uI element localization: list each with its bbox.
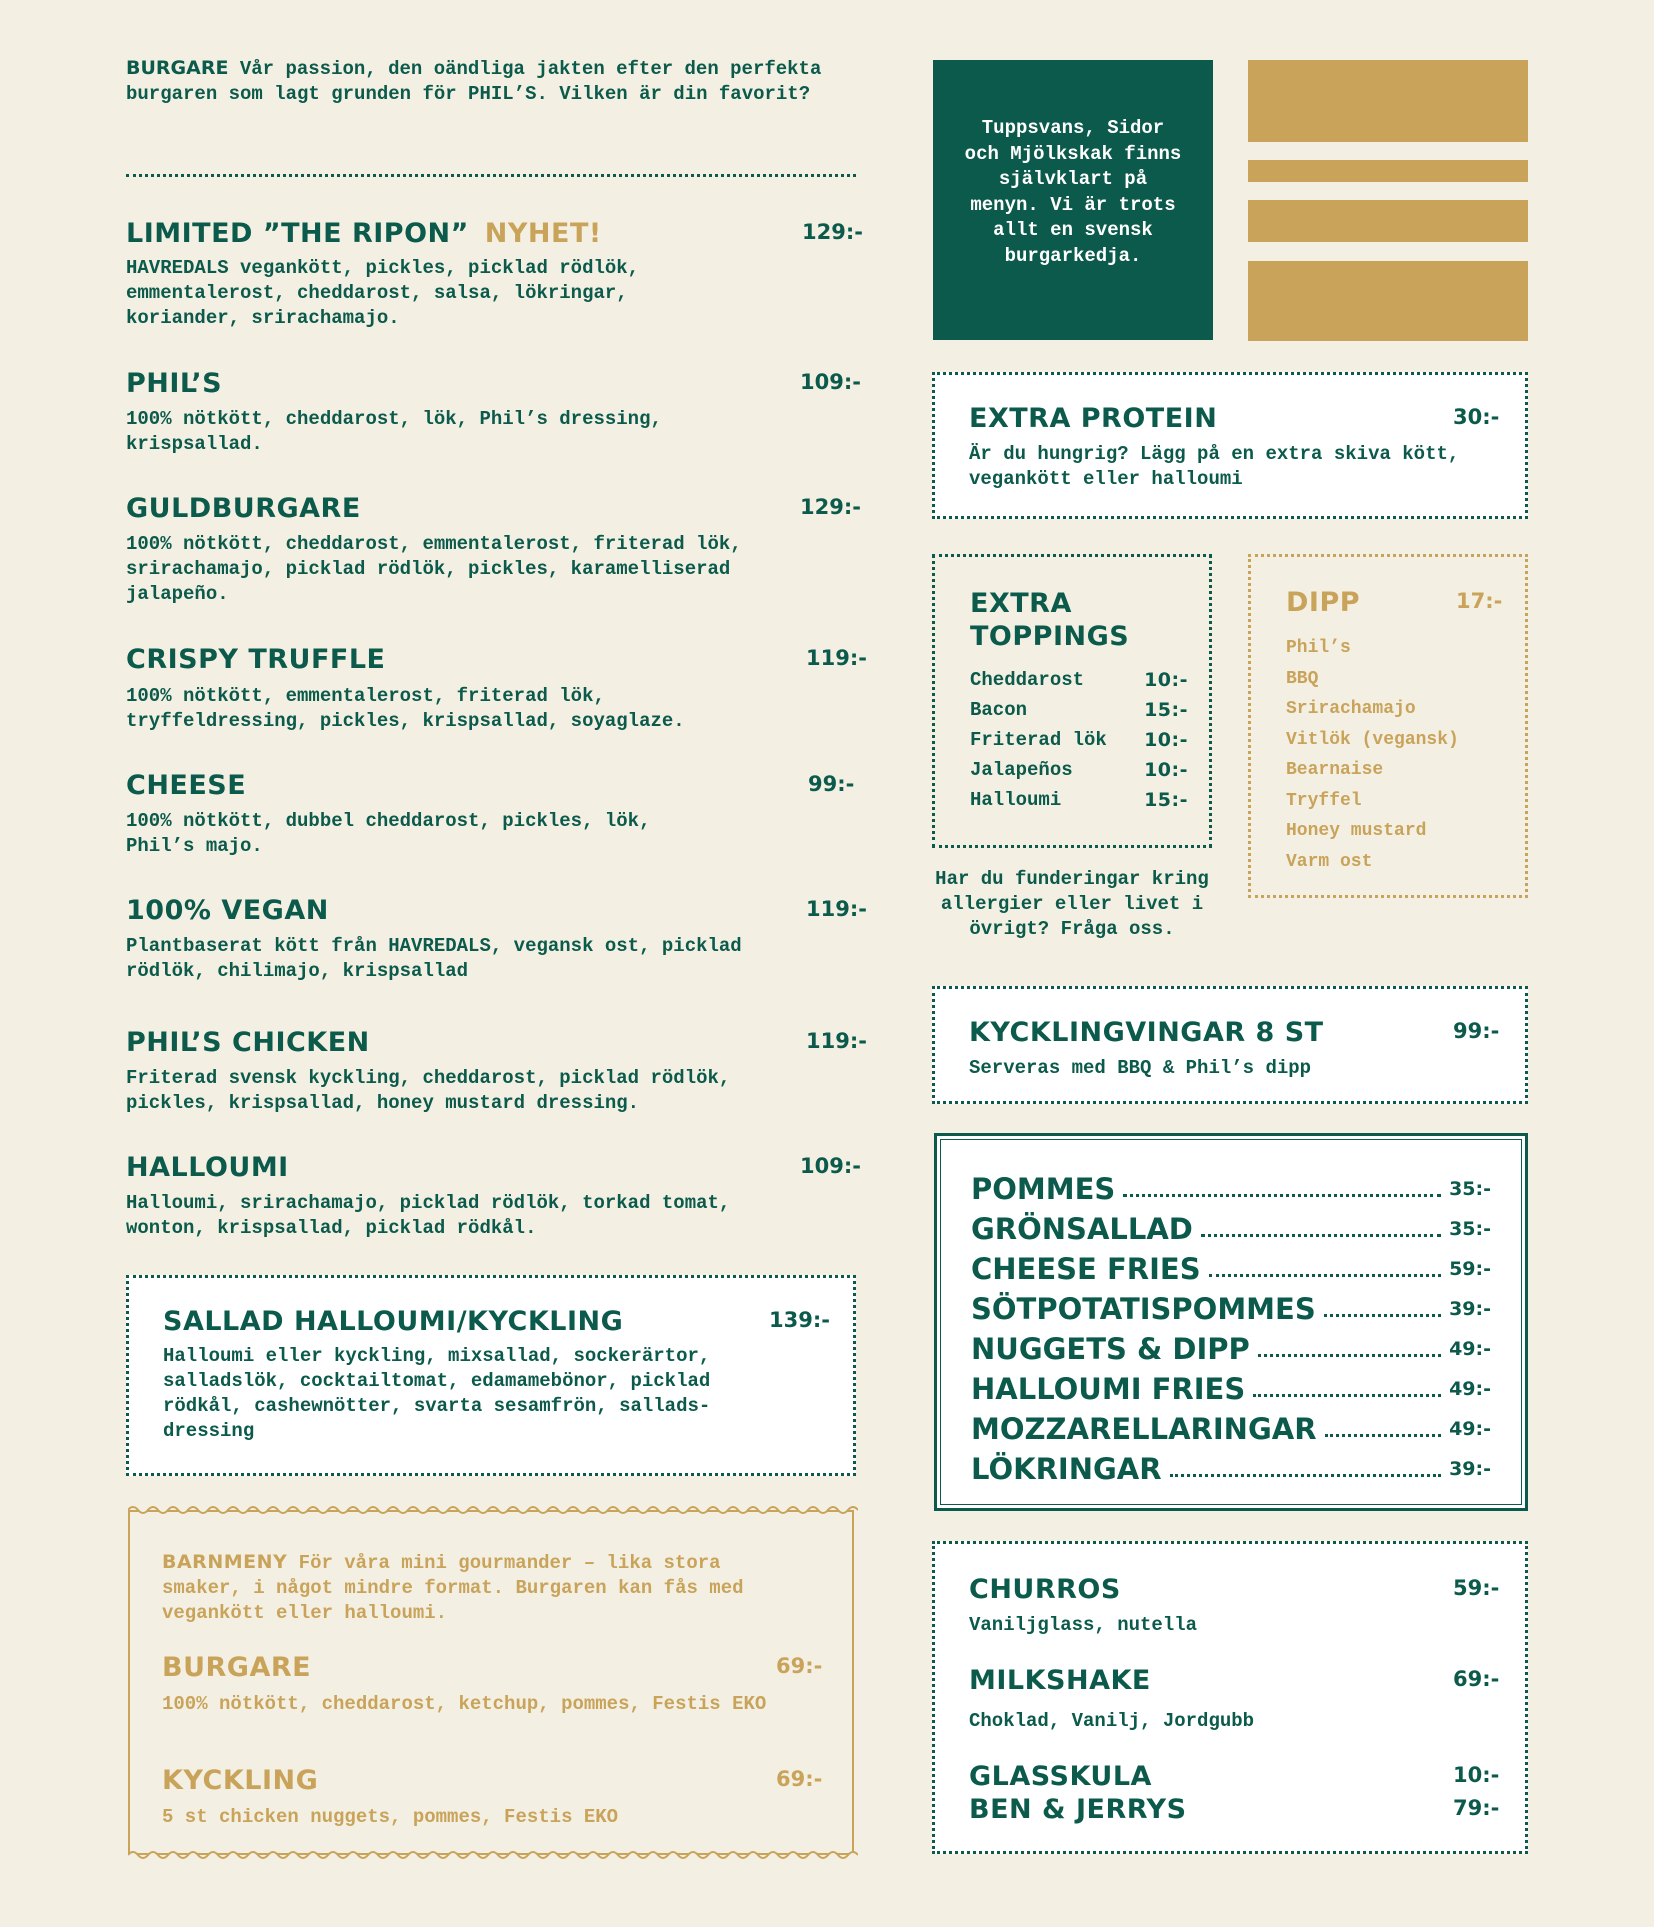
item-description: Halloumi eller kyckling, mixsallad, sockerärtor, salladslök, cocktailtomat, edamamebönor, picklad rödkål, cashewnötter, svarta sesamfrön, sallads-dressing [163, 1345, 711, 1442]
topping-name: Cheddarost [970, 669, 1085, 691]
wings-box [932, 986, 1528, 1104]
topping-row [970, 755, 1188, 785]
item-description: 5 st chicken nuggets, pommes, Festis EKO [162, 1806, 619, 1828]
side-name: NUGGETS & DIPP [971, 1332, 1250, 1366]
item-name: GLASSKULA [969, 1761, 1152, 1792]
item-name: BURGARE [162, 1652, 312, 1683]
kids-intro [162, 1550, 802, 1626]
desserts-box [932, 1541, 1528, 1854]
dipp-box [1248, 554, 1528, 898]
item-price: 129:- [802, 220, 863, 244]
topping-price: 15:- [1144, 789, 1188, 811]
side-name: POMMES [971, 1172, 1116, 1206]
item-name: PHIL’S CHICKEN [126, 1027, 370, 1058]
side-name: CHEESE FRIES [971, 1252, 1201, 1286]
side-price: 49:- [1449, 1378, 1491, 1400]
topping-price: 10:- [1144, 729, 1188, 751]
kids-menu-box [128, 1510, 854, 1855]
item-description: 100% nötkött, cheddarost, ketchup, pommes, Festis EKO [162, 1693, 767, 1715]
side-price: 35:- [1449, 1218, 1491, 1240]
topping-name: Halloumi [970, 789, 1062, 811]
item-description: Friterad svensk kyckling, cheddarost, picklad rödlök, pickles, krispsallad, honey mustard dressing. [126, 1067, 731, 1114]
sides-list [971, 1166, 1491, 1486]
wave-border-bottom [128, 1849, 858, 1861]
wave-border-top [128, 1504, 858, 1516]
side-price: 49:- [1449, 1418, 1491, 1440]
item-description: Serveras med BBQ & Phil’s dipp [969, 1057, 1312, 1079]
divider [126, 174, 856, 177]
item-name: PHIL’S [126, 368, 223, 399]
dipp-item: Bearnaise [1286, 760, 1384, 780]
side-row [971, 1246, 1491, 1286]
item-price: 99:- [1453, 1019, 1500, 1043]
item-price: 69:- [776, 1654, 823, 1678]
side-price: 39:- [1449, 1298, 1491, 1320]
topping-row [970, 725, 1188, 755]
item-price: 129:- [800, 495, 861, 519]
item-price: 119:- [806, 1029, 867, 1053]
decor-stripe [1248, 60, 1528, 142]
side-row [971, 1166, 1491, 1206]
item-description: HAVREDALS vegankött, pickles, picklad rödlök, emmentalerost, cheddarost, salsa, lökringar, koriander, srirachamajo. [126, 257, 640, 329]
item-description: 100% nötkött, cheddarost, lök, Phil’s dressing, krispsallad. [126, 408, 662, 455]
item-name: CHURROS [969, 1574, 1121, 1605]
side-price: 59:- [1449, 1258, 1491, 1280]
kids-intro-text: För våra mini gourmander – lika stora smaker, i något mindre format. Burgaren kan fås med vegankött eller halloumi. [162, 1552, 744, 1624]
item-name: SALLAD HALLOUMI/KYCKLING [163, 1306, 624, 1337]
extra-protein-box [932, 372, 1528, 519]
topping-price: 10:- [1144, 669, 1188, 691]
new-badge: NYHET! [484, 218, 602, 249]
item-price: 139:- [769, 1308, 830, 1332]
intro-keyword: BURGARE [126, 57, 229, 79]
item-price: 79:- [1453, 1796, 1500, 1820]
menu-item-title [126, 218, 602, 250]
item-description: Choklad, Vanilj, Jordgubb [969, 1710, 1255, 1732]
burger-intro [126, 56, 846, 107]
side-price: 35:- [1449, 1178, 1491, 1200]
dipp-item: BBQ [1286, 668, 1319, 689]
side-row [971, 1326, 1491, 1366]
side-name: GRÖNSALLAD [971, 1212, 1193, 1246]
dipp-item: Varm ost [1286, 851, 1373, 872]
allergy-note: Har du funderingar kring allergier eller livet i övrigt? Fråga oss. [935, 868, 1209, 940]
item-description: Är du hungrig? Lägg på en extra skiva kött, vegankött eller halloumi [969, 443, 1460, 490]
item-price: 59:- [1453, 1576, 1500, 1600]
decor-stripe [1248, 261, 1528, 341]
item-name: 100% VEGAN [126, 895, 329, 926]
toppings-title-line: EXTRA [970, 588, 1072, 619]
item-description: Vaniljglass, nutella [969, 1614, 1198, 1636]
decor-stripe [1248, 160, 1528, 182]
topping-name: Friterad lök [970, 729, 1107, 751]
item-description: Plantbaserat kött från HAVREDALS, vegansk ost, picklad rödlök, chilimajo, krispsallad [126, 935, 742, 982]
item-name: KYCKLING [162, 1765, 319, 1796]
side-row [971, 1406, 1491, 1446]
dipp-item: Vitlök (vegansk) [1286, 729, 1459, 750]
item-name: CRISPY TRUFFLE [126, 644, 386, 675]
item-name: CHEESE [126, 770, 247, 801]
side-name: MOZZARELLARINGAR [971, 1412, 1317, 1446]
item-description: 100% nötkött, emmentalerost, friterad lök, tryffeldressing, pickles, krispsallad, soyaglaze. [126, 685, 685, 732]
side-name: HALLOUMI FRIES [971, 1372, 1246, 1406]
topping-price: 15:- [1144, 699, 1188, 721]
side-name: SÖTPOTATISPOMMES [971, 1292, 1316, 1326]
extra-toppings-box [932, 554, 1212, 848]
item-price: 69:- [1453, 1667, 1500, 1691]
salad-box [126, 1275, 856, 1476]
side-name: LÖKRINGAR [971, 1452, 1162, 1486]
item-price: 109:- [800, 370, 861, 394]
item-name: DIPP [1286, 587, 1361, 618]
item-price: 109:- [800, 1154, 861, 1178]
item-price: 99:- [808, 772, 855, 796]
topping-name: Jalapeños [970, 759, 1073, 781]
item-price: 10:- [1453, 1763, 1500, 1787]
toppings-list [970, 665, 1188, 815]
dipp-item: Tryffel [1286, 790, 1362, 811]
side-row [971, 1446, 1491, 1486]
dipp-list [1286, 633, 1459, 877]
item-name: EXTRA PROTEIN [969, 403, 1218, 434]
item-name: HALLOUMI [126, 1152, 289, 1183]
topping-row [970, 785, 1188, 815]
decor-stripe [1248, 200, 1528, 242]
dipp-item: Honey mustard [1286, 821, 1427, 841]
item-price: 119:- [806, 646, 867, 670]
item-name: MILKSHAKE [969, 1665, 1151, 1696]
item-price: 119:- [806, 897, 867, 921]
side-price: 49:- [1449, 1338, 1491, 1360]
dipp-item: Phil’s [1286, 638, 1351, 658]
item-description: 100% nötkött, dubbel cheddarost, pickles, lök, Phil’s majo. [126, 810, 651, 857]
item-description: 100% nötkött, cheddarost, emmentalerost, friterad lök, srirachamajo, picklad rödlök, pickles, karamelliserad jalapeño. [126, 533, 742, 605]
side-row [971, 1206, 1491, 1246]
topping-row [970, 665, 1188, 695]
topping-row [970, 695, 1188, 725]
item-name: KYCKLINGVINGAR 8 ST [969, 1017, 1324, 1048]
item-price: 30:- [1453, 405, 1500, 429]
tagline-box [933, 60, 1213, 340]
topping-name: Bacon [970, 699, 1028, 721]
side-row [971, 1366, 1491, 1406]
item-name: LIMITED ”THE RIPON” [126, 218, 469, 249]
item-name: BEN & JERRYS [969, 1794, 1187, 1825]
sides-box [934, 1133, 1528, 1511]
side-price: 39:- [1449, 1458, 1491, 1480]
toppings-title [970, 587, 1129, 653]
side-row [971, 1286, 1491, 1326]
dipp-item: Srirachamajo [1286, 699, 1416, 719]
item-price: 69:- [776, 1767, 823, 1791]
toppings-title-line: TOPPINGS [970, 621, 1130, 652]
item-name: GULDBURGARE [126, 493, 361, 524]
item-price: 17:- [1456, 589, 1503, 613]
intro-text: Vår passion, den oändliga jakten efter den perfekta burgaren som lagt grunden för PHIL’S. Vilken är din favorit? [126, 58, 822, 105]
tagline-text: Tuppsvans, Sidor och Mjölkskak finns självklart på menyn. Vi är trots allt en svensk burgarkedja. [964, 117, 1182, 267]
kids-keyword: BARNMENY [162, 1551, 288, 1573]
topping-price: 10:- [1144, 759, 1188, 781]
item-description: Halloumi, srirachamajo, picklad rödlök, torkad tomat, wonton, krispsallad, picklad rödkål. [126, 1192, 731, 1239]
